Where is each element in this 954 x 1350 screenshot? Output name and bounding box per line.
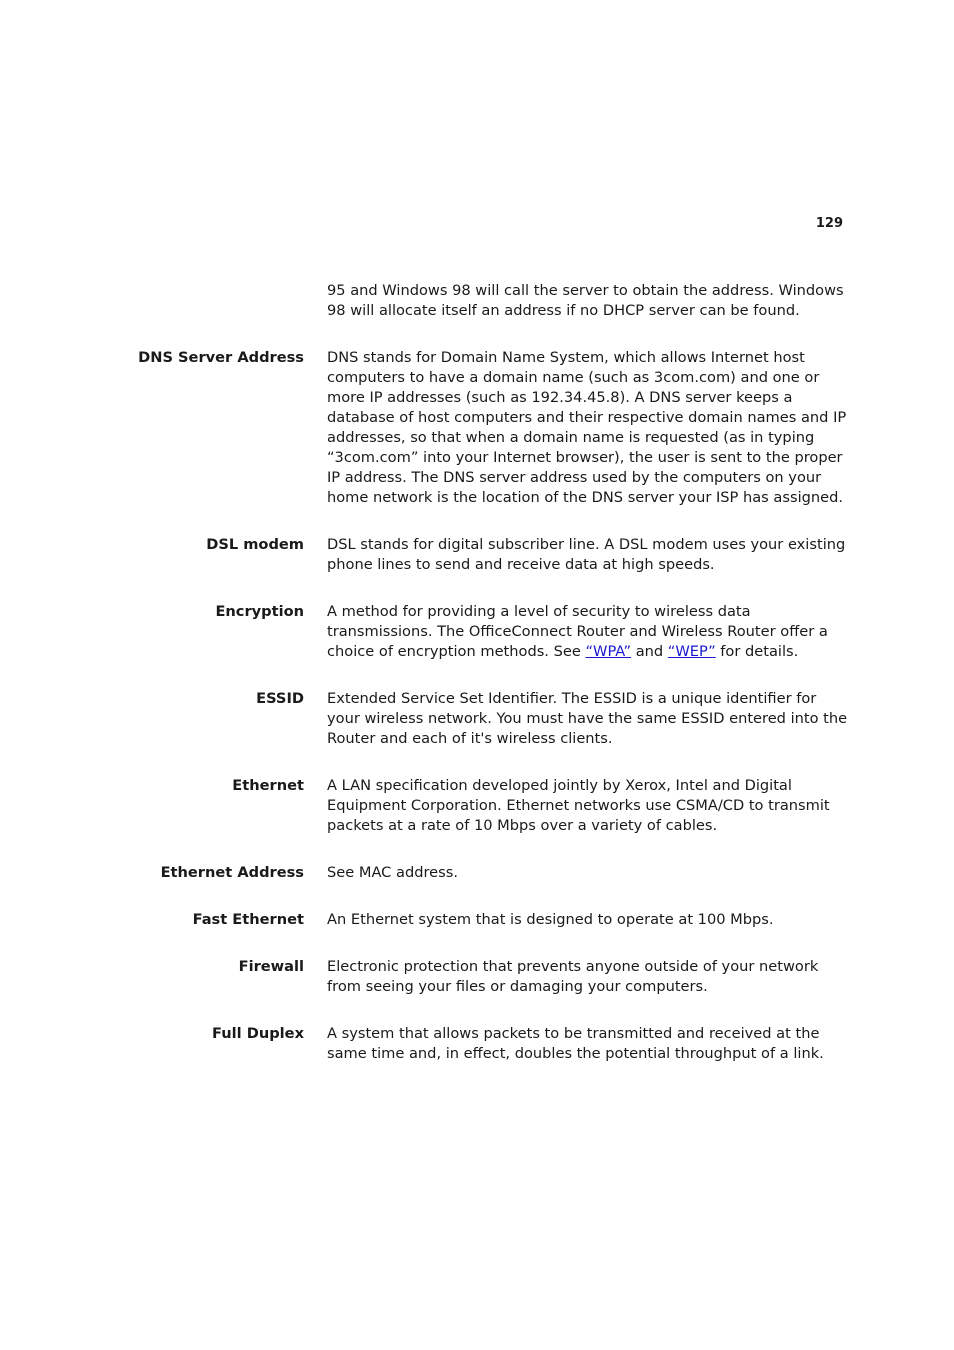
- glossary-entry-full-duplex: [0, 1024, 954, 1064]
- page-number: 129: [815, 216, 843, 231]
- glossary-term: DNS Server Address: [138, 349, 304, 366]
- glossary-entry-firewall: [0, 957, 954, 997]
- glossary-entry-dsl-modem: [0, 535, 954, 575]
- glossary-entry-fast-ethernet: [0, 910, 954, 930]
- glossary-definition: Electronic protection that prevents anyone outside of your network from seeing your files or damaging your computers.: [327, 958, 819, 995]
- glossary-definition: DSL stands for digital subscriber line. A DSL modem uses your existing phone lines to send and receive data at high speeds.: [327, 536, 846, 573]
- glossary-definition: See MAC address.: [327, 864, 458, 881]
- glossary-term: DSL modem: [206, 536, 304, 553]
- glossary-term: Ethernet: [232, 777, 304, 794]
- definition-text: A method for providing a level of security to wireless data transmissions. The OfficeConnect Router and Wireless Router offer a choice of encryption methods. See: [327, 603, 828, 660]
- glossary-content: [0, 281, 954, 1091]
- glossary-term: Full Duplex: [212, 1025, 304, 1042]
- glossary-term: Encryption: [215, 603, 304, 620]
- intro-paragraph: 95 and Windows 98 will call the server to obtain the address. Windows 98 will allocate itself an address if no DHCP server can be found.: [327, 282, 844, 319]
- glossary-definition: DNS stands for Domain Name System, which allows Internet host computers to have a domain name (such as 3com.com) and one or more IP addresses (such as 192.34.45.8). A DNS server keeps a database of host computers and their respective domain names and IP addresses, so that when a domain name is requested (as in typing “3com.com” into your Internet browser), the user is sent to the proper IP address. The DNS server address used by the computers on your home network is the location of the DNS server your ISP has assigned.: [327, 349, 847, 506]
- glossary-definition: An Ethernet system that is designed to operate at 100 Mbps.: [327, 911, 774, 928]
- definition-text: and: [631, 643, 668, 660]
- glossary-entry-essid: [0, 689, 954, 749]
- glossary-entry-ethernet: [0, 776, 954, 836]
- glossary-entry-encryption: [0, 602, 954, 662]
- wpa-link[interactable]: “WPA”: [585, 643, 632, 660]
- glossary-term: Ethernet Address: [160, 864, 304, 881]
- glossary-definition: [327, 602, 851, 662]
- glossary-entry-dns-server-address: [0, 348, 954, 508]
- glossary-definition: Extended Service Set Identifier. The ESSID is a unique identifier for your wireless network. You must have the same ESSID entered into the Router and each of it's wireless clients.: [327, 690, 848, 747]
- definition-text: for details.: [715, 643, 799, 660]
- glossary-definition: A system that allows packets to be transmitted and received at the same time and, in effect, doubles the potential throughput of a link.: [327, 1025, 824, 1062]
- glossary-term: ESSID: [256, 690, 304, 707]
- glossary-definition: A LAN specification developed jointly by Xerox, Intel and Digital Equipment Corporation. Ethernet networks use CSMA/CD to transmit packets at a rate of 10 Mbps over a variety of cables.: [327, 777, 830, 834]
- wep-link[interactable]: “WEP”: [667, 643, 716, 660]
- glossary-term: Firewall: [238, 958, 304, 975]
- glossary-entry-ethernet-address: [0, 863, 954, 883]
- glossary-term: Fast Ethernet: [192, 911, 304, 928]
